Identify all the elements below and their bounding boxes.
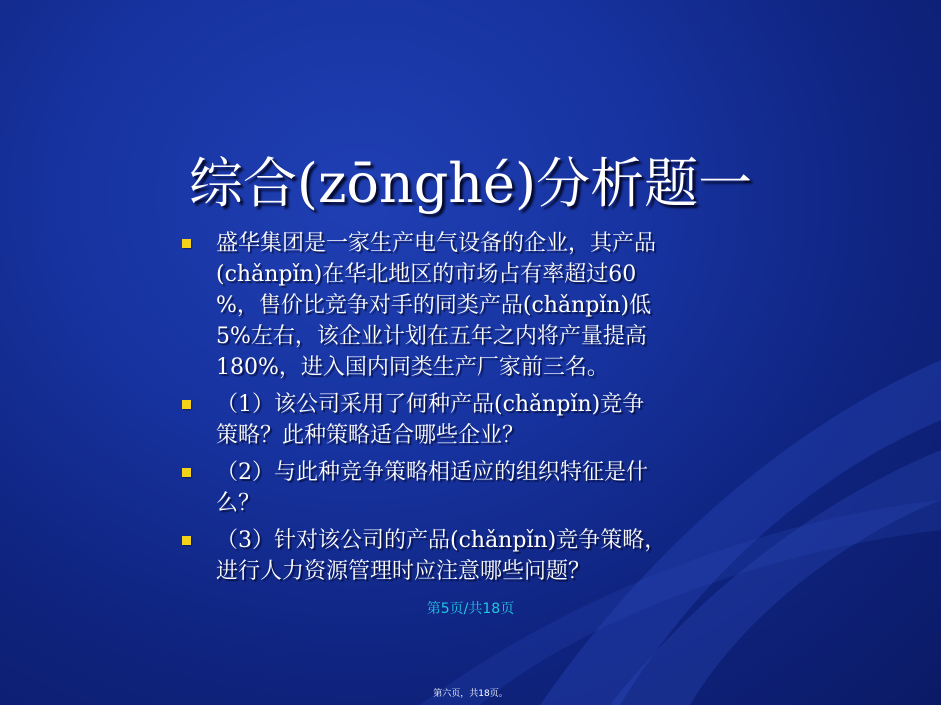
bullet-line: （1）该公司采用了何种产品(chǎnpǐn)竞争 (216, 392, 645, 417)
footer-page-note: 第六页，共18页。 (433, 689, 508, 699)
square-bullet-icon (182, 536, 191, 545)
bullet-item (178, 228, 758, 383)
bullet-item (178, 525, 758, 587)
bullet-line: (chǎnpǐn)在华北地区的市场占有率超过60 (216, 262, 637, 287)
slide-title: 综合(zōnghé)分析题一 (188, 152, 753, 215)
bullet-line: 进行人力资源管理时应注意哪些问题？ (216, 559, 591, 584)
bullet-line: %，售价比竞争对手的同类产品(chǎnpǐn)低 (216, 293, 652, 318)
square-bullet-icon (182, 400, 191, 409)
bullet-line: 么？ (216, 491, 261, 516)
square-bullet-icon (182, 239, 191, 248)
bullet-line: 策略？此种策略适合哪些企业？ (216, 423, 525, 448)
square-bullet-icon (182, 468, 191, 477)
bullet-item (178, 457, 758, 519)
bullet-line: 180%，进入国内同类生产厂家前三名。 (216, 355, 609, 380)
bullet-line: 5%左右，该企业计划在五年之内将产量提高 (216, 324, 647, 349)
bullet-list (178, 228, 758, 593)
bullet-line: （3）针对该公司的产品(chǎnpǐn)竞争策略， (216, 528, 667, 553)
bullet-item (178, 389, 758, 451)
bullet-line: （2）与此种竞争策略相适应的组织特征是什 (216, 460, 648, 485)
page-counter: 第5页/共18页 (426, 601, 515, 617)
bullet-line: 盛华集团是一家生产电气设备的企业，其产品 (216, 231, 657, 256)
